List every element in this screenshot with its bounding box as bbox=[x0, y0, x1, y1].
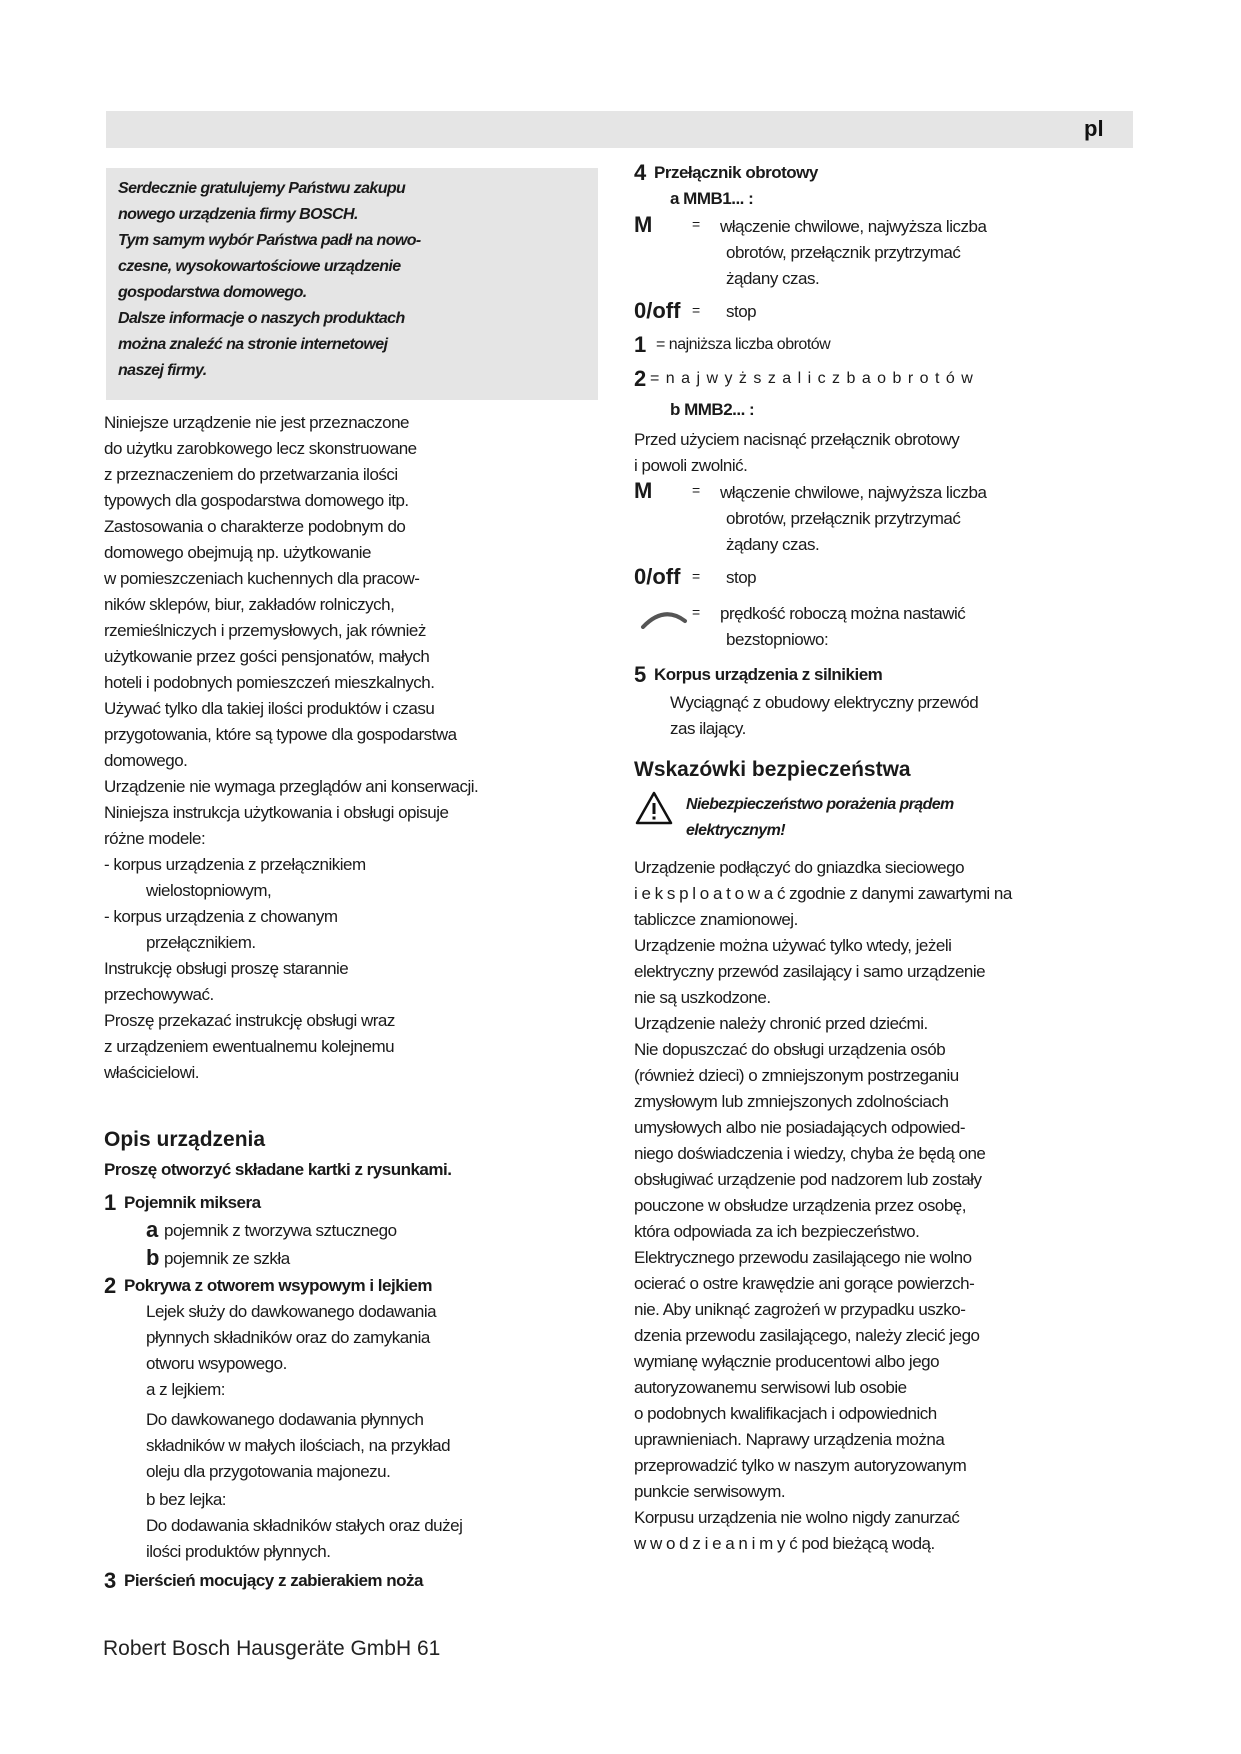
body-line: - korpus urządzenia z przełącznikiem bbox=[104, 855, 366, 874]
mode-text: stop bbox=[726, 302, 757, 321]
body-line: Nie dopuszczać do obsługi urządzenia osób bbox=[634, 1040, 946, 1059]
mode-text: prędkość roboczą można nastawić bbox=[720, 604, 966, 623]
body-line: Elektrycznego przewodu zasilającego nie wolno bbox=[634, 1248, 972, 1267]
item-letter: a bbox=[146, 1217, 159, 1242]
mode-text: = najniższa liczba obrotów bbox=[656, 336, 831, 353]
item-subhead: a z lejkiem: bbox=[146, 1380, 226, 1399]
body-line: przechowywać. bbox=[104, 985, 214, 1004]
body-line: typowych dla gospodarstwa domowego itp. bbox=[104, 491, 409, 510]
item-subhead: b bez lejka: bbox=[146, 1490, 226, 1509]
intro-line: gospodarstwa domowego. bbox=[118, 284, 307, 301]
mode-text: żądany czas. bbox=[726, 269, 820, 288]
safety-title: Wskazówki bezpieczeństwa bbox=[634, 758, 911, 781]
body-line: domowego. bbox=[104, 751, 188, 770]
warning-text: elektrycznym! bbox=[686, 822, 785, 839]
body-line: nie są uszkodzone. bbox=[634, 988, 771, 1007]
body-line: z przeznaczeniem do przetwarzania ilości bbox=[104, 465, 398, 484]
body-line: która odpowiada za ich bezpieczeństwo. bbox=[634, 1222, 920, 1241]
body-line: domowego obejmują np. użytkowanie bbox=[104, 543, 372, 562]
item-text: otworu wsypowego. bbox=[146, 1354, 287, 1373]
body-line: Niniejsza instrukcja użytkowania i obsługi opisuje bbox=[104, 803, 449, 822]
equals-sign: = bbox=[692, 216, 701, 232]
model-line: b MMB2... : bbox=[670, 400, 755, 419]
item-text: płynnych składników oraz do zamykania bbox=[146, 1328, 430, 1347]
variable-speed-icon bbox=[640, 607, 688, 634]
mode-symbol: 2 bbox=[634, 366, 647, 391]
item-label: Pierścień mocujący z zabierakiem noża bbox=[124, 1571, 423, 1590]
header-bar bbox=[106, 111, 1133, 148]
body-line: do użytku zarobkowego lecz skonstruowane bbox=[104, 439, 417, 458]
body-line: umysłowych albo nie posiadających odpowied- bbox=[634, 1118, 965, 1137]
item-number: 1 bbox=[104, 1190, 117, 1215]
body-line: (również dzieci) o zmniejszonym postrzeganiu bbox=[634, 1066, 959, 1085]
body-line: przeprowadzić tylko w naszym autoryzowanym bbox=[634, 1456, 967, 1475]
item-label: Pojemnik miksera bbox=[124, 1193, 261, 1212]
item-number: 2 bbox=[104, 1273, 117, 1298]
intro-line: czesne, wysokowartościowe urządzenie bbox=[118, 258, 401, 275]
body-line: użytkowanie przez gości pensjonatów, małych bbox=[104, 647, 430, 666]
body-line: elektryczny przewód zasilający i samo urządzenie bbox=[634, 962, 986, 981]
intro-line: Serdecznie gratulujemy Państwu zakupu bbox=[118, 180, 406, 197]
item-text: oleju dla przygotowania majonezu. bbox=[146, 1462, 391, 1481]
page-footer: Robert Bosch Hausgeräte GmbH 61 bbox=[103, 1637, 441, 1660]
body-line: Urządzenie podłączyć do gniazdka sieciowego bbox=[634, 858, 965, 877]
body-line: zmysłowym lub zmniejszonych zdolnościach bbox=[634, 1092, 949, 1111]
body-line: w pomieszczeniach kuchennych dla pracow- bbox=[104, 569, 420, 588]
item-text: zas ilający. bbox=[670, 719, 746, 738]
item-text: Do dawkowanego dodawania płynnych bbox=[146, 1410, 424, 1429]
body-line: nie. Aby uniknąć zagrożeń w przypadku uszko- bbox=[634, 1300, 966, 1319]
intro-line: naszej firmy. bbox=[118, 362, 207, 379]
body-line: i e k s p l o a t o w a ć zgodnie z danymi zawartymi na bbox=[634, 884, 1012, 903]
mode-text: obrotów, przełącznik przytrzymać bbox=[726, 243, 961, 262]
warning-triangle-icon bbox=[634, 790, 674, 831]
item-text: Do dodawania składników stałych oraz dużej bbox=[146, 1516, 463, 1535]
body-line: Instrukcję obsługi proszę starannie bbox=[104, 959, 349, 978]
body-line: w w o d z i e a n i m y ć pod bieżącą wodą. bbox=[634, 1534, 935, 1553]
body-line: rzemieślniczych i przemysłowych, jak również bbox=[104, 621, 426, 640]
body-line: dzenia przewodu zasilającego, należy zlecić jego bbox=[634, 1326, 980, 1345]
body-line: - korpus urządzenia z chowanym bbox=[104, 907, 338, 926]
section-subtitle: Proszę otworzyć składane kartki z rysunkami. bbox=[104, 1160, 452, 1179]
body-line: wymianę wyłącznie producentowi albo jego bbox=[634, 1352, 940, 1371]
mode-text: bezstopniowo: bbox=[726, 630, 829, 649]
item-label: Przełącznik obrotowy bbox=[654, 163, 818, 182]
body-line: Urządzenie można używać tylko wtedy, jeżeli bbox=[634, 936, 952, 955]
body-line: Przed użyciem nacisnąć przełącznik obrotowy bbox=[634, 430, 960, 449]
body-line: autoryzowanemu serwisowi lub osobie bbox=[634, 1378, 907, 1397]
mode-text: włączenie chwilowe, najwyższa liczba bbox=[720, 483, 987, 502]
language-code: pl bbox=[1084, 116, 1104, 141]
body-line: wielostopniowym, bbox=[146, 881, 272, 900]
mode-text: = n a j w y ż s z a l i c z b a o b r o t ó w bbox=[650, 370, 974, 387]
mode-symbol: 0/off bbox=[634, 298, 681, 323]
body-line: przygotowania, które są typowe dla gospodarstwa bbox=[104, 725, 457, 744]
item-number: 5 bbox=[634, 662, 647, 687]
body-line: niego doświadczenia i wiedzy, chyba że będą one bbox=[634, 1144, 986, 1163]
mode-text: żądany czas. bbox=[726, 535, 820, 554]
item-text: pojemnik z tworzywa sztucznego bbox=[164, 1221, 397, 1240]
body-line: Używać tylko dla takiej ilości produktów i czasu bbox=[104, 699, 435, 718]
body-line: właścicielowi. bbox=[104, 1063, 200, 1082]
body-line: Zastosowania o charakterze podobnym do bbox=[104, 517, 406, 536]
equals-sign: = bbox=[692, 302, 701, 318]
intro-line: można znaleźć na stronie internetowej bbox=[118, 336, 388, 353]
model-line: a MMB1... : bbox=[670, 189, 754, 208]
item-number: 4 bbox=[634, 160, 647, 185]
mode-text: stop bbox=[726, 568, 757, 587]
mode-text: obrotów, przełącznik przytrzymać bbox=[726, 509, 961, 528]
intro-line: Dalsze informacje o naszych produktach bbox=[118, 310, 405, 327]
body-line: Urządzenie należy chronić przed dziećmi. bbox=[634, 1014, 928, 1033]
body-line: ocierać o ostre krawędzie ani gorące powierzch- bbox=[634, 1274, 975, 1293]
body-line: hoteli i podobnych pomieszczeń mieszkalnych. bbox=[104, 673, 435, 692]
body-line: pouczone w obsłudze urządzenia przez osobę, bbox=[634, 1196, 966, 1215]
item-label: Korpus urządzenia z silnikiem bbox=[654, 665, 883, 684]
mode-symbol: M bbox=[634, 212, 653, 237]
mode-text: włączenie chwilowe, najwyższa liczba bbox=[720, 217, 987, 236]
body-line: obsługiwać urządzenie pod nadzorem lub zostały bbox=[634, 1170, 982, 1189]
body-line: o podobnych kwalifikacjach i odpowiednich bbox=[634, 1404, 937, 1423]
mode-symbol: 1 bbox=[634, 332, 647, 357]
equals-sign: = bbox=[692, 568, 701, 584]
item-label: Pokrywa z otworem wsypowym i lejkiem bbox=[124, 1276, 432, 1295]
item-text: ilości produktów płynnych. bbox=[146, 1542, 331, 1561]
item-text: Lejek służy do dawkowanego dodawania bbox=[146, 1302, 437, 1321]
mode-symbol: 0/off bbox=[634, 564, 681, 589]
body-line: Proszę przekazać instrukcję obsługi wraz bbox=[104, 1011, 395, 1030]
item-number: 3 bbox=[104, 1568, 117, 1593]
equals-sign: = bbox=[692, 604, 701, 620]
item-text: Wyciągnąć z obudowy elektryczny przewód bbox=[670, 693, 979, 712]
body-line: Korpusu urządzenia nie wolno nigdy zanurzać bbox=[634, 1508, 960, 1527]
body-line: tabliczce znamionowej. bbox=[634, 910, 798, 929]
body-line: Urządzenie nie wymaga przeglądów ani konserwacji. bbox=[104, 777, 479, 796]
warning-text: Niebezpieczeństwo porażenia prądem bbox=[686, 796, 954, 813]
body-line: Niniejsze urządzenie nie jest przeznaczone bbox=[104, 413, 410, 432]
body-line: punkcie serwisowym. bbox=[634, 1482, 786, 1501]
item-text: pojemnik ze szkła bbox=[164, 1249, 290, 1268]
body-line: i powoli zwolnić. bbox=[634, 456, 748, 475]
equals-sign: = bbox=[692, 482, 701, 498]
item-text: składników w małych ilościach, na przykład bbox=[146, 1436, 451, 1455]
section-title: Opis urządzenia bbox=[104, 1128, 266, 1151]
body-line: różne modele: bbox=[104, 829, 206, 848]
intro-line: nowego urządzenia firmy BOSCH. bbox=[118, 206, 358, 223]
intro-line: Tym samym wybór Państwa padł na nowo- bbox=[118, 232, 421, 249]
item-letter: b bbox=[146, 1245, 160, 1270]
mode-symbol: M bbox=[634, 478, 653, 503]
body-line: z urządzeniem ewentualnemu kolejnemu bbox=[104, 1037, 395, 1056]
body-line: uprawnieniach. Naprawy urządzenia można bbox=[634, 1430, 945, 1449]
body-line: ników sklepów, biur, zakładów rolniczych, bbox=[104, 595, 395, 614]
body-line: przełącznikiem. bbox=[146, 933, 256, 952]
